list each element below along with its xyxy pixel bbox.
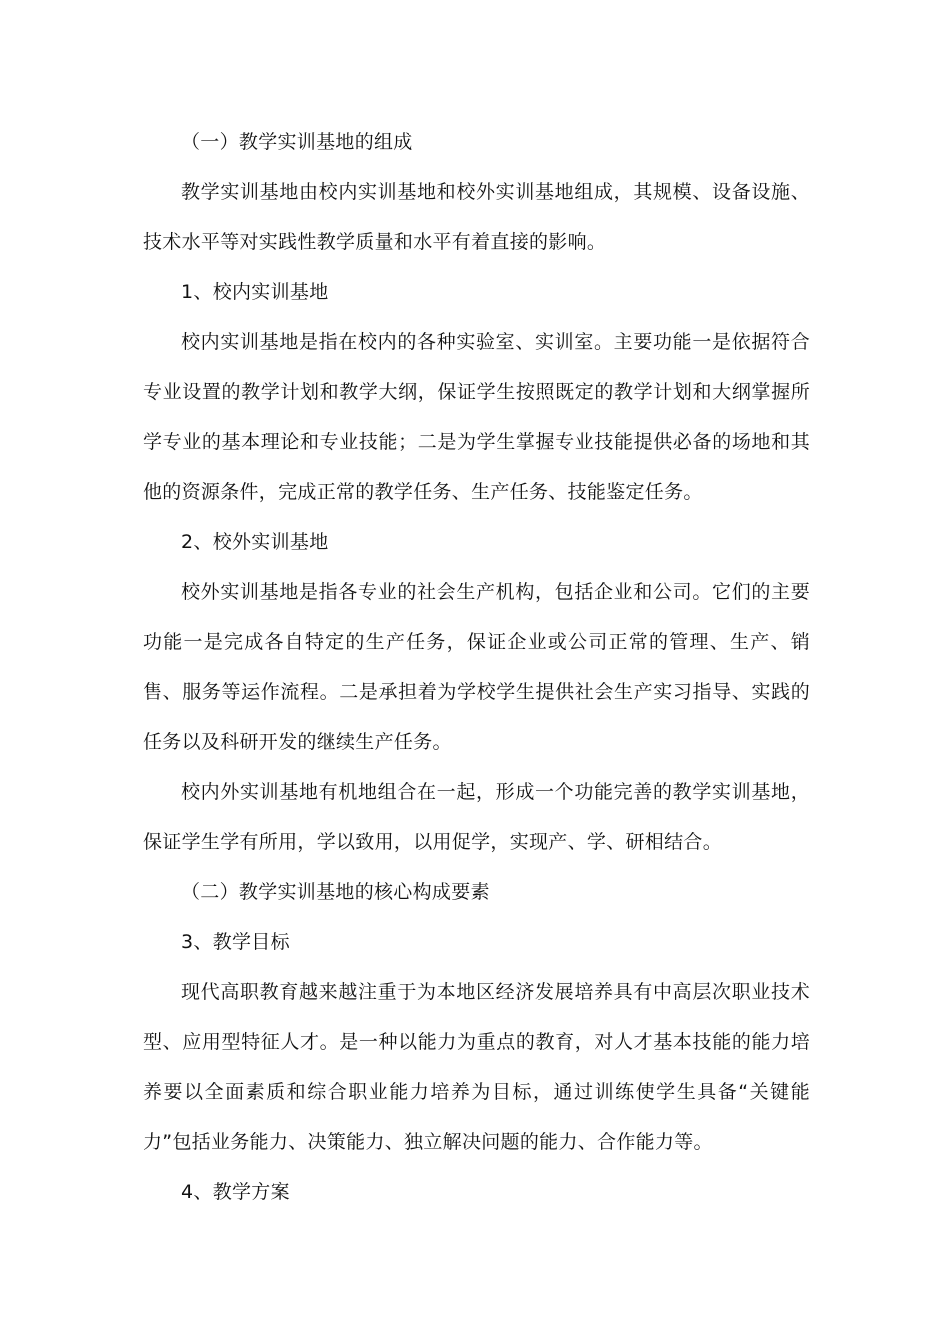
paragraph-off-campus: 校外实训基地是指各专业的社会生产机构，包括企业和公司。它们的主要功能一是完成各自特定的生产任务，保证企业或公司正常的管理、生产、销售、服务等运作流程。二是承担着为学校学生提供社会生产实习指导、实践的任务以及科研开发的继续生产任务。 xyxy=(143,581,810,753)
subheading-3: 3、教学目标 xyxy=(181,931,290,953)
subheading-1: 1、校内实训基地 xyxy=(181,281,329,303)
paragraph-intro: 教学实训基地由校内实训基地和校外实训基地组成，其规模、设备设施、技术水平等对实践性教学质量和水平有着直接的影响。 xyxy=(143,181,810,253)
subheading-2: 2、校外实训基地 xyxy=(181,531,329,553)
paragraph-combined: 校内外实训基地有机地组合在一起，形成一个功能完善的教学实训基地，保证学生学有所用，学以致用，以用促学，实现产、学、研相结合。 xyxy=(143,781,810,853)
paragraph-on-campus: 校内实训基地是指在校内的各种实验室、实训室。主要功能一是依据符合专业设置的教学计划和教学大纲，保证学生按照既定的教学计划和大纲掌握所学专业的基本理论和专业技能；二是为学生掌握专业技能提供必备的场地和其他的资源条件，完成正常的教学任务、生产任务、技能鉴定任务。 xyxy=(143,331,810,503)
subheading-4: 4、教学方案 xyxy=(181,1181,290,1203)
document-body xyxy=(143,117,810,1217)
section-heading-1: （一）教学实训基地的组成 xyxy=(181,131,413,153)
section-heading-2: （二）教学实训基地的核心构成要素 xyxy=(181,881,490,903)
paragraph-teaching-goal: 现代高职教育越来越注重于为本地区经济发展培养具有中高层次职业技术型、应用型特征人才。是一种以能力为重点的教育，对人才基本技能的能力培养要以全面素质和综合职业能力培养为目标，通过训练使学生具备“关键能力”包括业务能力、决策能力、独立解决问题的能力、合作能力等。 xyxy=(143,981,810,1153)
